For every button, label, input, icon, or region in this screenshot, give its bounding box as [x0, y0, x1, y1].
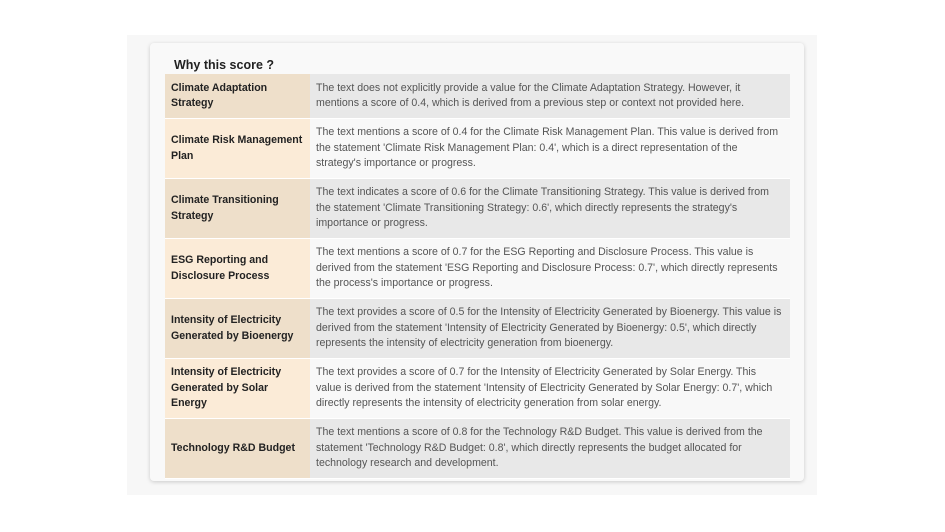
row-label: Climate Adaptation Strategy — [165, 74, 310, 119]
row-explanation: The text mentions a score of 0.4 for the Climate Risk Management Plan. This value is derived from the statement 'Climate Risk Management Plan: 0.4', which is a direct representation of the strategy's importance or progress. — [310, 119, 790, 179]
row-label: Climate Risk Management Plan — [165, 119, 310, 179]
table-row — [165, 299, 790, 359]
table-row — [165, 359, 790, 419]
row-explanation: The text indicates a score of 0.6 for the Climate Transitioning Strategy. This value is derived from the statement 'Climate Transitioning Strategy: 0.6', which directly represents the strategy's importance or progress. — [310, 179, 790, 239]
table-row — [165, 419, 790, 479]
row-label: Technology R&D Budget — [165, 419, 310, 479]
row-explanation: The text provides a score of 0.7 for the Intensity of Electricity Generated by Solar Energy. This value is derived from the statement 'Intensity of Electricity Generated by Solar Energy: 0.7', which directly represents the intensity of electricity generation from solar energy. — [310, 359, 790, 419]
row-label: Climate Transitioning Strategy — [165, 179, 310, 239]
table-row — [165, 239, 790, 299]
row-explanation: The text does not explicitly provide a value for the Climate Adaptation Strategy. However, it mentions a score of 0.4, which is derived from a previous step or context not provided here. — [310, 74, 790, 119]
table-row — [165, 74, 790, 119]
row-label: Intensity of Electricity Generated by Bioenergy — [165, 299, 310, 359]
row-explanation: The text mentions a score of 0.8 for the Technology R&D Budget. This value is derived from the statement 'Technology R&D Budget: 0.8', which directly represents the budget allocated for technology research and development. — [310, 419, 790, 479]
table-row — [165, 179, 790, 239]
table-row — [165, 119, 790, 179]
panel-title: Why this score ? — [174, 58, 275, 72]
score-table — [165, 74, 790, 479]
row-label: Intensity of Electricity Generated by Solar Energy — [165, 359, 310, 419]
row-explanation: The text provides a score of 0.5 for the Intensity of Electricity Generated by Bioenergy. This value is derived from the statement 'Intensity of Electricity Generated by Bioenergy: 0.5', which directly represents the intensity of electricity generation from bioenergy. — [310, 299, 790, 359]
row-label: ESG Reporting and Disclosure Process — [165, 239, 310, 299]
row-explanation: The text mentions a score of 0.7 for the ESG Reporting and Disclosure Process. This value is derived from the statement 'ESG Reporting and Disclosure Process: 0.7', which directly represents the process's importance or progress. — [310, 239, 790, 299]
